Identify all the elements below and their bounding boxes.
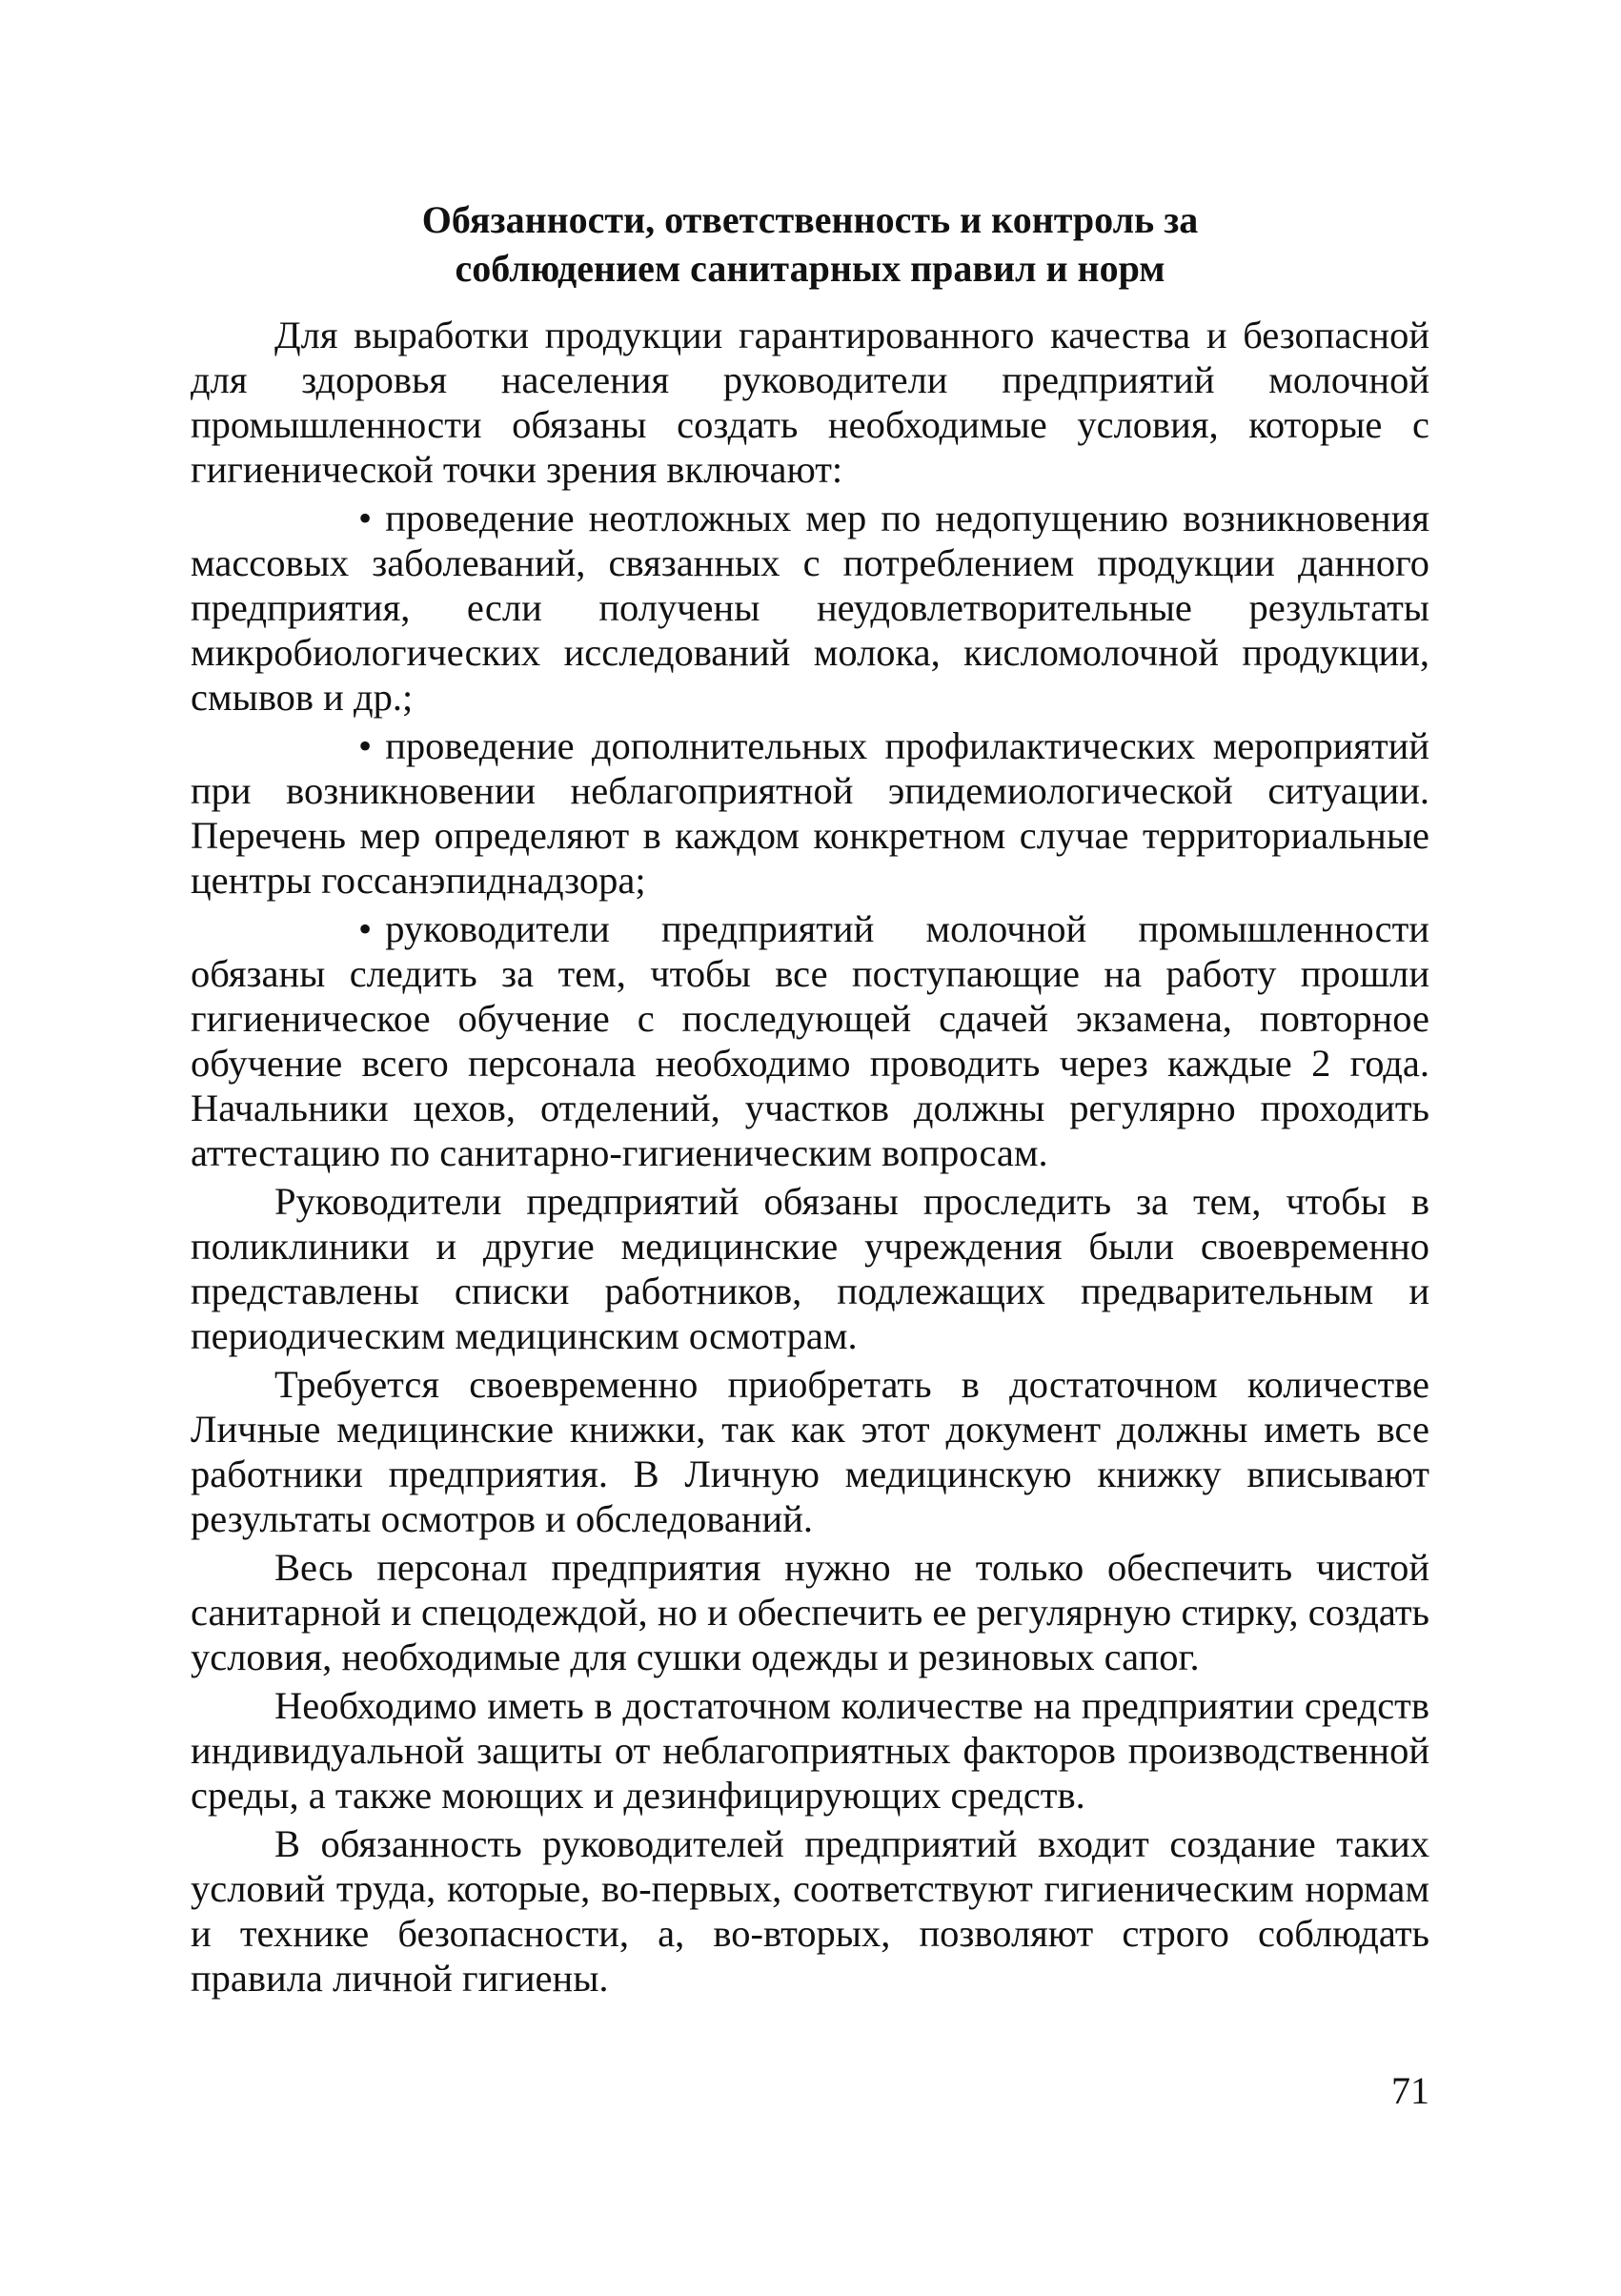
bullet-text: руководители предприятий молочной промышленности обязаны следить за тем, чтобы все поступающие на работу прошли гигиеническое обучение с последующей сдачей экзамена, повторное обучение всего персонала необходимо проводить через каждые 2 года. Начальники цехов, отделений, участков должны регулярно проходить аттестацию по санитарно-гигиеническим вопросам. xyxy=(191,907,1429,1174)
intro-paragraph: Для выработки продукции гарантированного качества и безопасной для здоровья населения руководители предприятий молочной промышленности обязаны создать необходимые условия, которые с гигиенической точки зрения включают: xyxy=(191,314,1429,491)
page-title xyxy=(191,195,1429,293)
bullet-text: проведение неотложных мер по недопущению возникновения массовых заболеваний, связанных с потреблением продукции данного предприятия, если получены неудовлетворительные результаты микробиологических исследований молока, кисломолочной продукции, смывов и др.; xyxy=(191,497,1429,719)
bullet-icon: • xyxy=(358,497,373,539)
body-paragraph: Руководители предприятий обязаны проследить за тем, чтобы в поликлиники и другие медицинские учреждения были своевременно представлены списки работников, подлежащих предварительным и периодическим медицинским осмотрам. xyxy=(191,1180,1429,1357)
bullet-text: проведение дополнительных профилактических мероприятий при возникновении неблагоприятной эпидемиологической ситуации. Перечень мер определяют в каждом конкретном случае территориальные центры госсанэпиднадзора; xyxy=(191,724,1429,902)
body-paragraph: Необходимо иметь в достаточном количестве на предприятии средств индивидуальной защиты от неблагоприятных факторов производственной среды, а также моющих и дезинфицирующих средств. xyxy=(191,1684,1429,1817)
page-number: 71 xyxy=(1391,2069,1429,2112)
bullet-item xyxy=(191,496,1429,720)
bullet-icon: • xyxy=(358,724,373,767)
body-paragraph: В обязанность руководителей предприятий входит создание таких условий труда, которые, во-первых, соответствуют гигиеническим нормам и технике безопасности, а, во-вторых, позволяют строго соблюдать правила личной гигиены. xyxy=(191,1822,1429,2000)
body-paragraph: Весь персонал предприятия нужно не только обеспечить чистой санитарной и спецодеждой, но и обеспечить ее регулярную стирку, создать условия, необходимые для сушки одежды и резиновых сапог. xyxy=(191,1546,1429,1678)
body-text xyxy=(191,313,1429,2001)
bullet-item xyxy=(191,723,1429,903)
bullet-item xyxy=(191,906,1429,1175)
body-paragraph: Требуется своевременно приобретать в достаточном количестве Личные медицинские книжки, так как этот документ должны иметь все работники предприятия. В Личную медицинскую книжку вписывают результаты осмотров и обследований. xyxy=(191,1363,1429,1540)
bullet-icon: • xyxy=(358,907,373,950)
title-line-1: Обязанности, ответственность и контроль за xyxy=(421,198,1199,241)
title-line-2: соблюдением санитарных правил и норм xyxy=(455,247,1165,290)
